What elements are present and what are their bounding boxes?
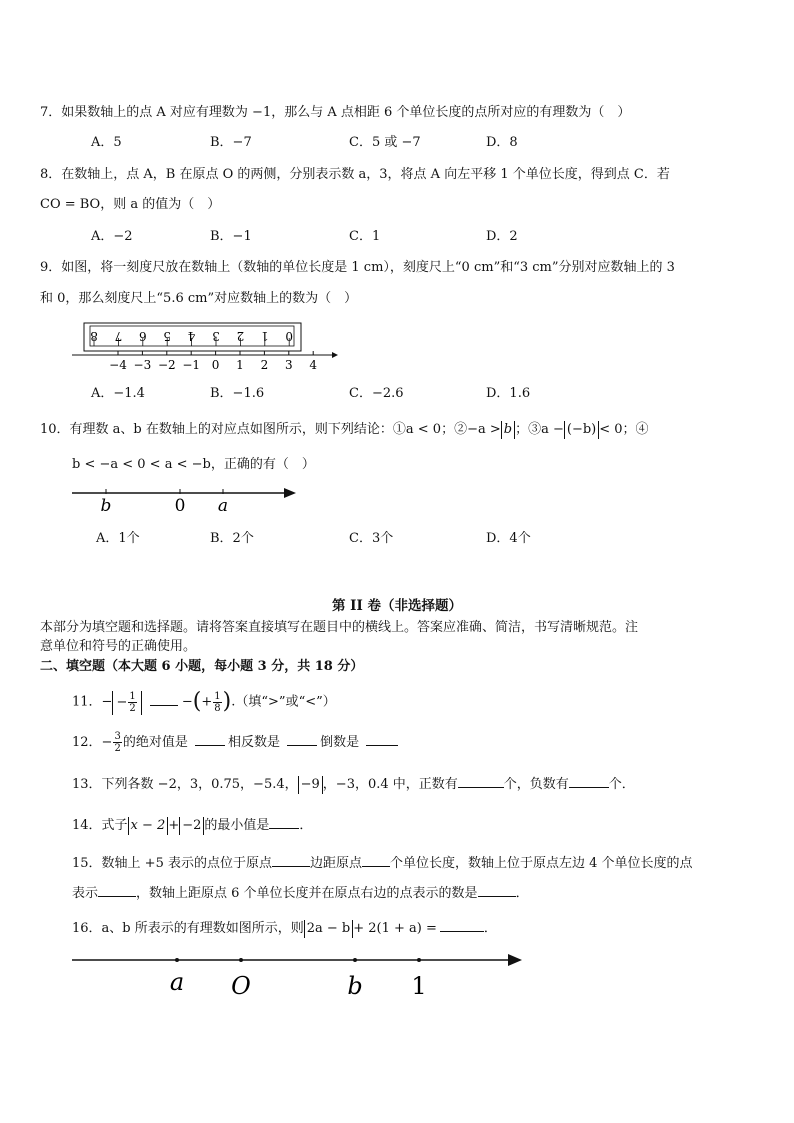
- q12-f-den: 2: [114, 743, 121, 754]
- ruler-digit-6: 6: [138, 329, 147, 343]
- q13-blank-negative[interactable]: [569, 775, 609, 788]
- q10-option-d[interactable]: D．4个: [486, 531, 531, 546]
- q11-line: 11．− − $\frac{1}{2}$ −(+ $\frac{1}{8}$ ).（填“>”或“<”）: [72, 689, 336, 714]
- q9-stem-line2: 和 0，那么刻度尺上“5.6 cm”对应数轴上的数为（ ）: [40, 291, 358, 306]
- q15-line1: [72, 854, 693, 873]
- q10-label-b: b: [100, 496, 112, 515]
- q8-option-c[interactable]: C．1: [349, 229, 381, 244]
- q10-claim-1: ①a < 0；: [392, 422, 455, 437]
- q12-f-num: 3: [114, 731, 121, 742]
- q16-axis-arrow: [508, 954, 522, 966]
- q11-inner-neg: −: [116, 694, 128, 710]
- q15-text-1c: 个单位长度，数轴上位于原点左边 4 个单位长度的点: [390, 856, 693, 871]
- q16-text-1: 16．a、b 所表示的有理数如图所示，则: [72, 921, 304, 936]
- q11-f2-den: 8: [214, 702, 221, 714]
- q7-stem: 7．如果数轴上的点 A 对应有理数为 −1，那么与 A 点相距 6 个单位长度的点所对应的有理数为（ ）: [40, 105, 631, 120]
- q15-blank-distance[interactable]: [362, 854, 390, 867]
- q11-f1-num: 1: [129, 690, 136, 702]
- q7-option-d[interactable]: D．8: [486, 135, 518, 150]
- q14-abs-2: −2: [179, 817, 204, 835]
- q10-claim-3c: < 0；④: [599, 422, 649, 437]
- q14-line: [72, 816, 312, 835]
- q10-number-line: [70, 483, 302, 515]
- q15-text-1b: 边距原点: [309, 856, 362, 871]
- q16-text-3: ．: [483, 921, 497, 936]
- q16-point-O: [239, 958, 243, 962]
- q13-abs: −9: [298, 776, 323, 794]
- q10-stem-line1: [40, 421, 649, 439]
- q14-text-3: ．: [299, 818, 313, 833]
- q16-point-b: [353, 958, 357, 962]
- q8-stem-line2: CO = BO，则 a 的值为（ ）: [40, 197, 221, 212]
- q10-option-b[interactable]: B．2个: [210, 531, 254, 546]
- q10-claim-2a: ②−a >: [454, 422, 501, 437]
- q11-number: 11．: [72, 694, 102, 710]
- q9-axis-arrow: [332, 352, 338, 358]
- q11-answer-blank[interactable]: [150, 693, 178, 706]
- q14-abs-1: x − 2: [128, 817, 169, 835]
- q8-option-a[interactable]: A．−2: [91, 229, 133, 244]
- q9-axis-label: −2: [157, 358, 176, 372]
- q10-claim-3-abs: (−b): [564, 421, 599, 439]
- ruler-digit-4: 4: [187, 329, 196, 343]
- q16-number-line: [70, 948, 526, 1004]
- q9-option-a[interactable]: A．−1.4: [91, 386, 145, 401]
- q16-abs: 2a − b: [304, 920, 354, 938]
- q16-line: [72, 919, 497, 938]
- ruler-digit-0: 0: [285, 329, 294, 343]
- q15-text-2b: ，数轴上距原点 6 个单位长度并在原点右边的点表示的数是: [136, 886, 478, 901]
- q9-axis-label: 4: [309, 358, 318, 372]
- q11-neg-sign: −: [101, 694, 113, 710]
- part2-intro-line2: 意单位和符号的正确使用。: [40, 639, 197, 654]
- q9-axis-label: −4: [109, 358, 127, 372]
- q16-label-O: O: [231, 972, 251, 1000]
- q13-text-2: ，−3，0.4 中，正数有: [322, 777, 458, 792]
- ruler-digit-5: 5: [163, 329, 172, 343]
- q9-option-b[interactable]: B．−1.6: [210, 386, 265, 401]
- q12-blank-reciprocal[interactable]: [366, 733, 398, 746]
- q15-blank-right6[interactable]: [478, 884, 516, 897]
- q9-axis-label: 0: [211, 358, 220, 372]
- q12-text-reciprocal: 倒数是: [320, 735, 360, 750]
- q10-stem-line2: b < −a < 0 < a < −b，正确的有（ ）: [72, 457, 315, 472]
- q11-f1-den: 2: [129, 702, 136, 714]
- q10-claim-3a: ③a −: [528, 422, 564, 437]
- q15-blank-side[interactable]: [272, 854, 310, 867]
- q10-label-a: a: [217, 496, 229, 515]
- q11-abs-expr: [112, 691, 141, 715]
- q16-text-2: + 2(1 + a) =: [353, 921, 437, 936]
- q14-text-2: 的最小值是: [204, 818, 270, 833]
- q9-axis-label: 2: [260, 358, 269, 372]
- q9-option-c[interactable]: C．−2.6: [349, 386, 404, 401]
- q16-label-a: a: [169, 968, 185, 996]
- q12-text-opposite: 相反数是: [227, 735, 280, 750]
- q15-line2: [72, 884, 529, 903]
- q16-blank[interactable]: [440, 919, 484, 932]
- q11-minus: −: [181, 694, 193, 710]
- q10-prefix: 10．有理数 a、b 在数轴上的对应点如图所示，则下列结论：: [40, 422, 393, 437]
- q12-text-abs: 的绝对值是: [122, 735, 188, 750]
- q12-fraction: [113, 731, 121, 754]
- q9-axis-label: 3: [284, 358, 293, 372]
- q12-blank-abs[interactable]: [195, 733, 225, 746]
- q9-axis-label: −3: [133, 358, 152, 372]
- q11-tail: .（填“>”或“<”）: [231, 694, 336, 710]
- q12-blank-opposite[interactable]: [287, 733, 317, 746]
- q9-ruler-figure: [70, 318, 340, 374]
- q13-blank-positive[interactable]: [458, 775, 504, 788]
- q14-blank[interactable]: [269, 816, 299, 829]
- q7-option-c[interactable]: C．5 或 −7: [349, 135, 421, 150]
- q12-line: [72, 731, 401, 755]
- q15-text-2a: 表示: [72, 886, 99, 901]
- q8-option-b[interactable]: B．−1: [210, 229, 252, 244]
- q9-axis-label: 1: [236, 358, 244, 372]
- ruler-digit-8: 8: [90, 329, 98, 343]
- q14-plus: +: [168, 818, 180, 833]
- ruler-digit-7: 7: [114, 329, 123, 343]
- ruler-digit-1: 1: [260, 329, 269, 343]
- q12-number: 12．: [72, 735, 102, 750]
- q16-label-1: 1: [411, 972, 427, 1000]
- q13-text-4: 个．: [608, 777, 635, 792]
- ruler-digit-2: 2: [236, 329, 245, 343]
- q13-line: [72, 775, 635, 794]
- q7-option-b[interactable]: B．−7: [210, 135, 252, 150]
- q11-fraction-1: [128, 691, 136, 714]
- q10-claim-2-abs: b: [501, 421, 515, 439]
- q9-axis-label: −1: [182, 358, 201, 372]
- q8-stem-line1: 8．在数轴上，点 A，B 在原点 O 的两侧，分别表示数 a，3，将点 A 向左平移 1 个单位长度，得到点 C．若: [40, 167, 670, 182]
- q13-text-1: 13．下列各数 −2，3，0.75，−5.4，: [72, 777, 298, 792]
- q12-neg: −: [101, 735, 113, 750]
- part2-intro-line1: 本部分为填空题和选择题。请将答案直接填写在题目中的横线上。答案应准确、简洁，书写清晰规范。注: [40, 620, 639, 635]
- q9-option-d[interactable]: D．1.6: [486, 386, 531, 401]
- q10-label-0: 0: [174, 496, 186, 515]
- q10-claim-2c: ；: [515, 422, 529, 437]
- q16-point-a: [175, 958, 179, 962]
- q16-point-1: [417, 958, 421, 962]
- q15-text-2c: ．: [515, 886, 529, 901]
- q9-stem-line1: 9．如图，将一刻度尺放在数轴上（数轴的单位长度是 1 cm），刻度尺上“0 cm”和“3 cm”分别对应数轴上的 3: [40, 260, 675, 275]
- q15-blank-left4[interactable]: [98, 884, 136, 897]
- q11-plus: +: [201, 694, 213, 710]
- q14-text-1: 14．式子: [72, 818, 128, 833]
- part2-title: 第 II 卷（非选择题）: [331, 598, 463, 614]
- q10-axis-arrow: [284, 488, 296, 498]
- q10-option-a[interactable]: A．1个: [96, 531, 140, 546]
- q11-f2-num: 1: [214, 690, 221, 702]
- q10-option-c[interactable]: C．3个: [349, 531, 394, 546]
- q13-text-3: 个，负数有: [503, 777, 569, 792]
- q11-fraction-2: [213, 691, 221, 714]
- q16-label-b: b: [347, 972, 363, 1000]
- section-heading-fill-blank: 二、填空题（本大题 6 小题，每小题 3 分，共 18 分）: [40, 659, 364, 674]
- q7-option-a[interactable]: A．5: [91, 135, 122, 150]
- q15-text-1a: 15．数轴上 +5 表示的点位于原点: [72, 856, 272, 871]
- ruler-digit-3: 3: [212, 329, 220, 343]
- q8-option-d[interactable]: D．2: [486, 229, 518, 244]
